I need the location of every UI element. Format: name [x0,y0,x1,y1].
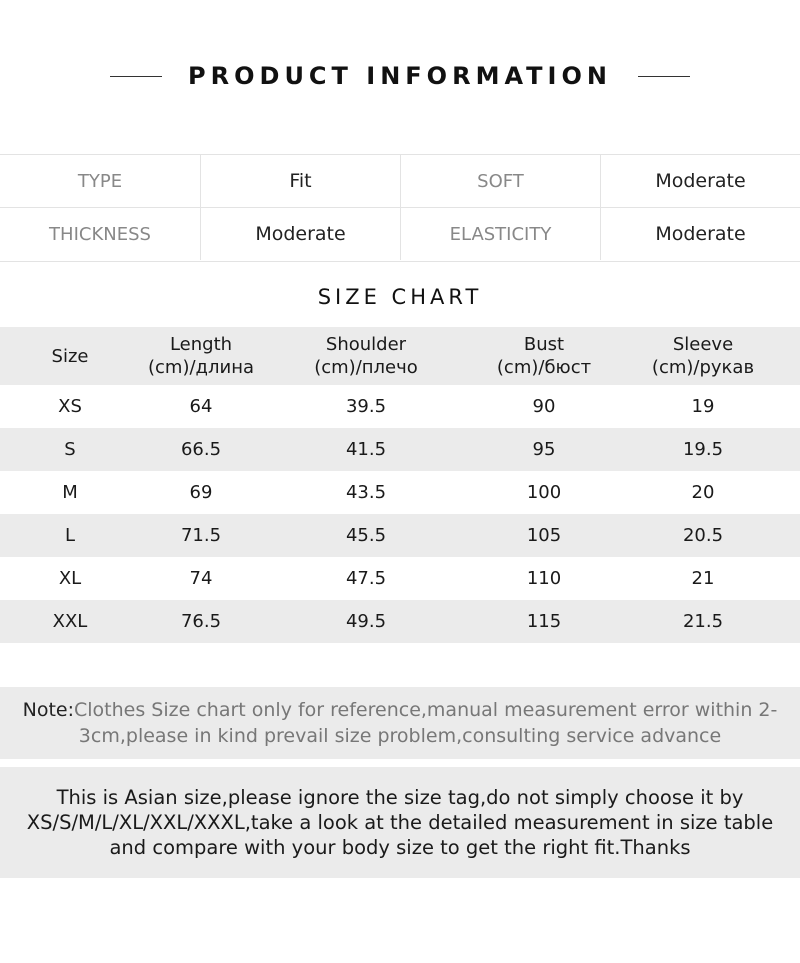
cell-shoulder: 39.5 [345,396,387,417]
property-value-soft: Moderate [600,155,800,207]
header-bust-label: Bust [523,334,565,355]
asian-size-text: This is Asian size,please ignore the size tag,do not simply choose it by XS/S/M/L/XL/XXL/XXXL,take a look at the detailed measurement in size table and compare with your body size to get the right fit.Thanks [26,786,774,859]
cell-sleeve: 21.5 [682,611,724,632]
cell-bust: 95 [532,439,556,460]
page-title: PRODUCT INFORMATION [188,62,612,90]
table-row [0,385,800,428]
header-length-unit: (cm)/длина [148,357,254,378]
table-row [0,471,800,514]
property-value-thickness: Moderate [200,208,400,260]
property-value-elasticity: Moderate [600,208,800,260]
cell-length: 66.5 [180,439,222,460]
size-chart-title: SIZE CHART [317,285,483,309]
header-shoulder [262,333,470,379]
table-row [0,557,800,600]
cell-size: L [64,525,76,546]
size-chart-header-row [0,327,800,385]
cell-length: 76.5 [180,611,222,632]
cell-size: M [62,482,78,503]
header-right-divider [638,76,690,77]
product-properties-table [0,154,800,262]
cell-length: 71.5 [180,525,222,546]
cell-size: XS [58,396,82,417]
cell-sleeve: 19.5 [682,439,724,460]
cell-shoulder: 43.5 [345,482,387,503]
cell-bust: 90 [532,396,556,417]
cell-shoulder: 45.5 [345,525,387,546]
cell-length: 64 [189,396,213,417]
asian-size-notice [0,767,800,878]
header-length-label: Length [169,334,233,355]
table-row [0,514,800,557]
header-sleeve-label: Sleeve [672,334,734,355]
property-label-elasticity: ELASTICITY [400,208,600,260]
cell-sleeve: 20.5 [682,525,724,546]
header-shoulder-unit: (cm)/плечо [314,357,418,378]
note-text-block [20,697,780,749]
header-sleeve [618,333,788,379]
header-size [0,345,140,368]
header-sleeve-unit: (cm)/рукав [651,357,755,378]
cell-length: 74 [189,568,213,589]
cell-size: XXL [52,611,88,632]
header-length [140,333,262,379]
cell-bust: 105 [526,525,562,546]
header-bust [470,333,618,379]
cell-sleeve: 19 [691,396,715,417]
size-chart-table [0,327,800,643]
cell-bust: 100 [526,482,562,503]
property-row [0,155,800,207]
cell-sleeve: 20 [691,482,715,503]
cell-shoulder: 47.5 [345,568,387,589]
note-label: Note: [22,699,74,721]
header-size-label: Size [51,345,89,367]
property-value-type: Fit [200,155,400,207]
cell-size: S [64,439,76,460]
header-bust-unit: (cm)/бюст [496,357,592,378]
cell-bust: 110 [526,568,562,589]
cell-shoulder: 41.5 [345,439,387,460]
note-body: Clothes Size chart only for reference,manual measurement error within 2-3cm,please in kind prevail size problem,consulting service advance [74,699,778,747]
cell-bust: 115 [526,611,562,632]
measurement-note [0,687,800,759]
header-shoulder-label: Shoulder [325,334,407,355]
property-label-thickness: THICKNESS [49,223,151,245]
property-label-soft: SOFT [400,155,600,207]
property-row [0,207,800,260]
page-header [0,56,800,96]
table-row [0,600,800,643]
cell-size: XL [58,568,82,589]
header-left-divider [110,76,162,77]
cell-sleeve: 21 [691,568,715,589]
cell-length: 69 [189,482,213,503]
property-label-type: TYPE [77,170,123,192]
cell-shoulder: 49.5 [345,611,387,632]
table-row [0,428,800,471]
